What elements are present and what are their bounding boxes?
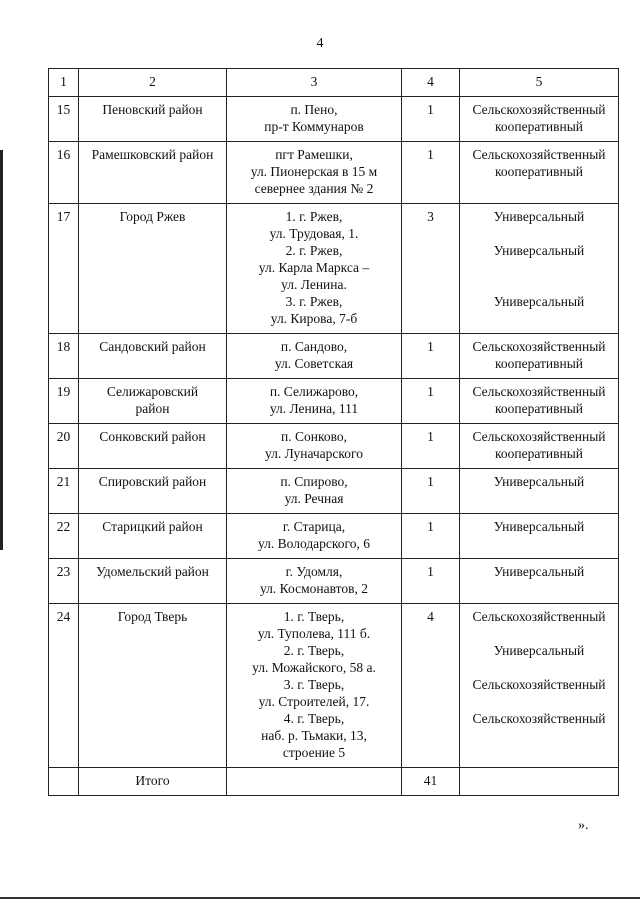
- type-cell: [460, 559, 619, 604]
- outlets-table: [48, 68, 619, 796]
- address-line: ул. Луначарского: [265, 446, 363, 461]
- type-line: Универсальный: [493, 243, 585, 258]
- address-line: наб. р. Тьмаки, 13,: [261, 728, 367, 743]
- area-line: Рамешковский район: [91, 147, 214, 162]
- count-cell: 1: [402, 514, 460, 559]
- table-row: [49, 469, 619, 514]
- type-line: кооперативный: [494, 119, 583, 134]
- address-line: п. Пено,: [290, 102, 338, 117]
- table-row: [49, 97, 619, 142]
- address-line: ул. Космонавтов, 2: [260, 581, 368, 596]
- area-cell: [79, 604, 227, 768]
- table-row: [49, 379, 619, 424]
- table-row: [49, 142, 619, 204]
- address-line: г. Удомля,: [285, 564, 343, 579]
- address-line: п. Спирово,: [280, 474, 348, 489]
- type-cell: [460, 424, 619, 469]
- spacer: [463, 225, 615, 242]
- type-line: Универсальный: [493, 519, 585, 534]
- type-line: кооперативный: [494, 446, 583, 461]
- area-cell: [79, 424, 227, 469]
- binding-mark: [0, 150, 3, 550]
- type-cell: [460, 142, 619, 204]
- address-cell: [227, 604, 402, 768]
- address-line: 3. г. Тверь,: [283, 677, 345, 692]
- area-cell: [79, 142, 227, 204]
- type-line: Сельскохозяйственный: [472, 677, 606, 692]
- area-cell: [79, 514, 227, 559]
- address-line: п. Селижарово,: [269, 384, 359, 399]
- address-line: ул. Кирова, 7-б: [270, 311, 358, 326]
- address-cell: [227, 469, 402, 514]
- area-line: Город Ржев: [119, 209, 186, 224]
- address-cell: [227, 204, 402, 334]
- type-line: Универсальный: [493, 474, 585, 489]
- row-number-cell: 17: [49, 204, 79, 334]
- type-line: Сельскохозяйственный: [472, 102, 606, 117]
- type-line: кооперативный: [494, 401, 583, 416]
- address-line: ул. Строителей, 17.: [258, 694, 370, 709]
- address-line: п. Сандово,: [280, 339, 348, 354]
- total-label-cell: Итого: [79, 768, 227, 796]
- area-cell: [79, 97, 227, 142]
- table-row: [49, 424, 619, 469]
- row-number-cell: 15: [49, 97, 79, 142]
- total-empty-cell: [49, 768, 79, 796]
- area-line: Город Тверь: [117, 609, 188, 624]
- address-line: пр-т Коммунаров: [264, 119, 364, 134]
- area-cell: [79, 204, 227, 334]
- area-line: Сандовский район: [99, 339, 206, 354]
- address-line: ул. Ленина, 111: [269, 401, 359, 416]
- header-cell-2: 2: [79, 69, 227, 97]
- table-row: [49, 559, 619, 604]
- address-line: ул. Туполева, 111 б.: [257, 626, 371, 641]
- address-line: ул. Пионерская в 15 м: [250, 164, 378, 179]
- address-line: 2. г. Тверь,: [283, 643, 345, 658]
- address-cell: [227, 97, 402, 142]
- address-cell: [227, 514, 402, 559]
- page-number: 4: [316, 36, 324, 51]
- count-cell: 1: [402, 469, 460, 514]
- address-line: г. Старица,: [282, 519, 346, 534]
- row-number-cell: 22: [49, 514, 79, 559]
- spacer: [463, 659, 615, 676]
- area-cell: [79, 559, 227, 604]
- row-number-cell: 24: [49, 604, 79, 768]
- area-line: Сонковский район: [99, 429, 206, 444]
- area-line: Спировский район: [98, 474, 207, 489]
- count-cell: 1: [402, 97, 460, 142]
- area-line: Селижаровский: [106, 384, 199, 399]
- type-cell: [460, 97, 619, 142]
- type-line: Сельскохозяйственный: [472, 147, 606, 162]
- address-cell: [227, 424, 402, 469]
- type-line: Сельскохозяйственный: [472, 429, 606, 444]
- total-empty-cell: [460, 768, 619, 796]
- type-line: Универсальный: [493, 564, 585, 579]
- spacer: [463, 693, 615, 710]
- area-line: Старицкий район: [102, 519, 203, 534]
- type-line: Универсальный: [493, 294, 585, 309]
- address-cell: [227, 559, 402, 604]
- area-line: Пеновский район: [102, 102, 203, 117]
- address-line: ул. Карла Маркса –: [258, 260, 370, 275]
- address-cell: [227, 334, 402, 379]
- area-cell: [79, 469, 227, 514]
- header-cell-1: 1: [49, 69, 79, 97]
- type-line: Универсальный: [493, 209, 585, 224]
- row-number-cell: 20: [49, 424, 79, 469]
- address-line: п. Сонково,: [281, 429, 347, 444]
- type-cell: [460, 334, 619, 379]
- spacer: [463, 276, 615, 293]
- page-bottom-rule: [0, 897, 640, 899]
- header-cell-5: 5: [460, 69, 619, 97]
- address-cell: [227, 379, 402, 424]
- total-empty-cell: [227, 768, 402, 796]
- type-line: Сельскохозяйственный: [472, 711, 606, 726]
- table-row: [49, 514, 619, 559]
- address-line: ул. Ленина.: [281, 277, 347, 292]
- type-line: Универсальный: [493, 643, 585, 658]
- type-cell: [460, 514, 619, 559]
- row-number-cell: 23: [49, 559, 79, 604]
- count-cell: 1: [402, 379, 460, 424]
- address-line: ул. Можайского, 58 а.: [252, 660, 376, 675]
- row-number-cell: 21: [49, 469, 79, 514]
- area-cell: [79, 334, 227, 379]
- type-line: кооперативный: [494, 356, 583, 371]
- total-row: [49, 768, 619, 796]
- row-number-cell: 18: [49, 334, 79, 379]
- header-row: [49, 69, 619, 97]
- type-line: Сельскохозяйственный: [472, 339, 606, 354]
- address-line: ул. Речная: [284, 491, 344, 506]
- count-cell: 4: [402, 604, 460, 768]
- count-cell: 1: [402, 334, 460, 379]
- address-line: ул. Трудовая, 1.: [269, 226, 359, 241]
- row-number-cell: 19: [49, 379, 79, 424]
- spacer: [463, 259, 615, 276]
- header-cell-4: 4: [402, 69, 460, 97]
- type-line: Сельскохозяйственный: [472, 609, 606, 624]
- row-number-cell: 16: [49, 142, 79, 204]
- table-row: [49, 334, 619, 379]
- area-line: район: [135, 401, 170, 416]
- count-cell: 3: [402, 204, 460, 334]
- address-line: строение 5: [282, 745, 346, 760]
- type-cell: [460, 204, 619, 334]
- type-line: Сельскохозяйственный: [472, 384, 606, 399]
- area-cell: [79, 379, 227, 424]
- address-line: 1. г. Тверь,: [283, 609, 345, 624]
- total-count-cell: 41: [402, 768, 460, 796]
- type-cell: [460, 469, 619, 514]
- address-line: 2. г. Ржев,: [285, 243, 343, 258]
- address-line: ул. Володарского, 6: [258, 536, 370, 551]
- address-line: 1. г. Ржев,: [285, 209, 343, 224]
- address-line: 3. г. Ржев,: [285, 294, 343, 309]
- header-cell-3: 3: [227, 69, 402, 97]
- address-cell: [227, 142, 402, 204]
- count-cell: 1: [402, 424, 460, 469]
- count-cell: 1: [402, 559, 460, 604]
- type-line: кооперативный: [494, 164, 583, 179]
- table-row: [49, 204, 619, 334]
- address-line: пгт Рамешки,: [275, 147, 353, 162]
- spacer: [463, 625, 615, 642]
- table-row: [49, 604, 619, 768]
- type-cell: [460, 604, 619, 768]
- closing-quote-mark: ».: [578, 818, 589, 833]
- address-line: ул. Советская: [274, 356, 354, 371]
- address-line: севернее здания № 2: [254, 181, 374, 196]
- area-line: Удомельский район: [96, 564, 209, 579]
- count-cell: 1: [402, 142, 460, 204]
- address-line: 4. г. Тверь,: [283, 711, 345, 726]
- type-cell: [460, 379, 619, 424]
